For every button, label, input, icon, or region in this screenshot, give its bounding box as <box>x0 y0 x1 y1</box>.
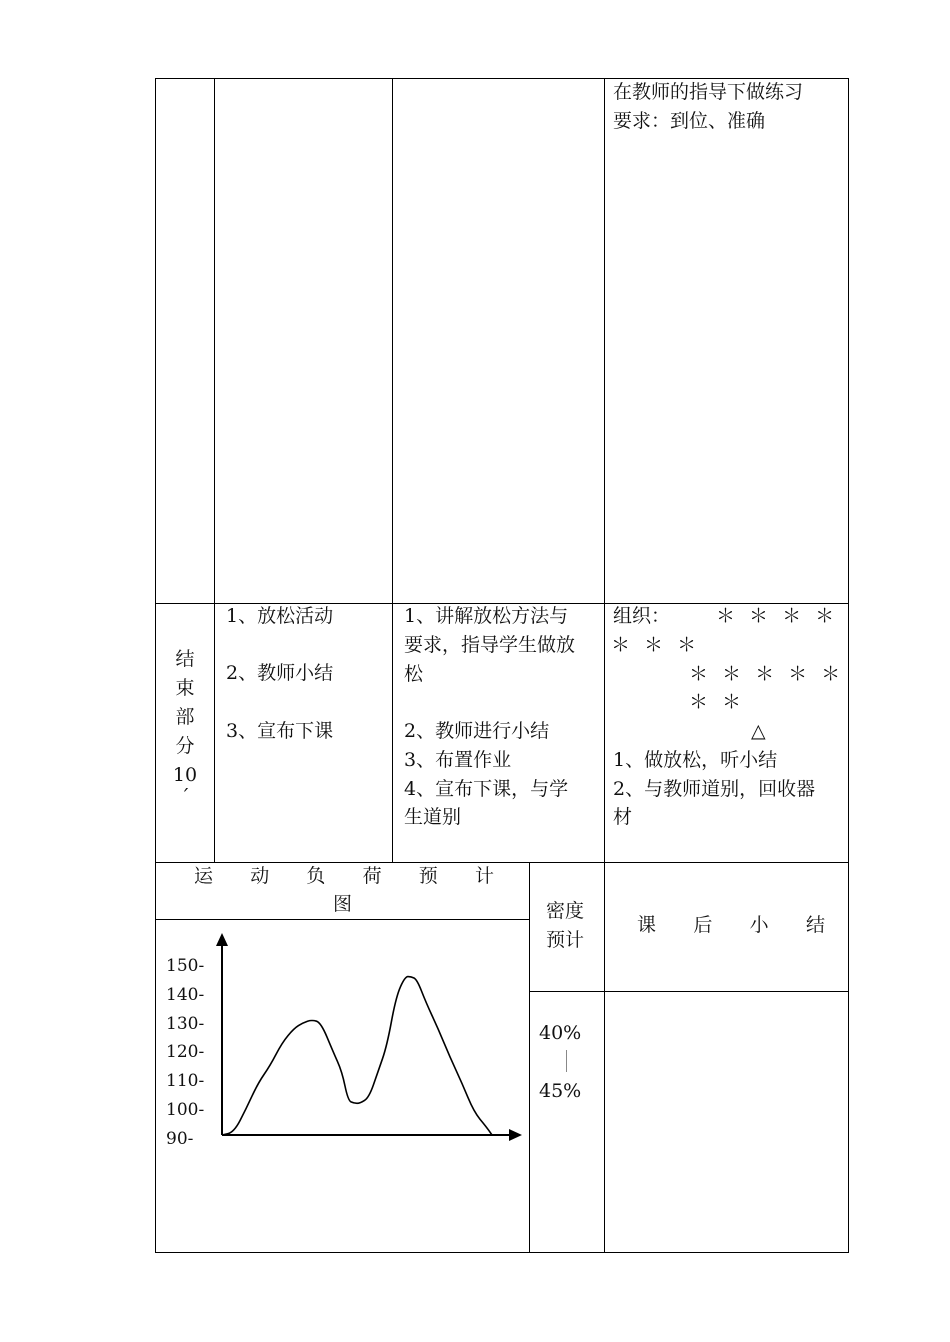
student-line-2: 2、与教师道别，回收器 <box>613 778 816 800</box>
formation-row-4: ＊ ＊ <box>689 691 746 713</box>
x-axis-arrow <box>509 1129 522 1141</box>
y-tick-label: 90- <box>166 1128 194 1149</box>
content-item-1: 1、放松活动 <box>226 605 334 627</box>
density-label-2: 预计 <box>546 929 585 951</box>
title-char: 荷 <box>362 865 382 887</box>
content-item-3: 3、宣布下课 <box>226 720 334 742</box>
method-line-1: 在教师的指导下做练习 <box>613 81 804 103</box>
label-char: 分 <box>175 735 195 757</box>
label-char: 束 <box>175 677 195 699</box>
student-line-1: 1、做放松，听小结 <box>613 749 778 771</box>
teacher-line-3: 松 <box>404 663 424 685</box>
label-char: 结 <box>175 648 195 670</box>
load-chart-title-tail: 图 <box>333 893 353 915</box>
label-char: 部 <box>175 706 195 728</box>
title-char: 计 <box>474 865 494 887</box>
teacher-line-4: 2、教师进行小结 <box>404 720 550 742</box>
summary-char: 后 <box>693 914 713 936</box>
density-value-bottom: 45% <box>539 1080 582 1102</box>
load-curve <box>222 977 492 1135</box>
teacher-line-1: 1、讲解放松方法与 <box>404 605 569 627</box>
summary-char: 结 <box>805 914 825 936</box>
summary-char: 课 <box>637 914 657 936</box>
density-value-top: 40% <box>539 1022 582 1044</box>
teacher-position-mark: △ <box>751 720 766 742</box>
formation-row-3: ＊ ＊ ＊ ＊ ＊ <box>689 663 845 685</box>
title-char: 动 <box>250 865 270 887</box>
organization-label: 组织： <box>613 605 671 627</box>
content-item-2: 2、教师小结 <box>226 662 334 684</box>
summary-char: 小 <box>749 914 769 936</box>
y-tick-label: 140- <box>166 984 205 1005</box>
teacher-line-5: 3、布置作业 <box>404 749 512 771</box>
formation-row-2: ＊ ＊ ＊ <box>611 634 701 656</box>
y-tick-label: 150- <box>166 956 205 976</box>
teacher-line-2: 要求，指导学生做放 <box>404 634 576 656</box>
y-tick-label: 130- <box>166 1013 205 1034</box>
y-axis-arrow <box>216 933 228 946</box>
density-label-1: 密度 <box>546 900 585 922</box>
y-tick-label: 110- <box>166 1071 205 1092</box>
title-char: 预 <box>418 865 438 887</box>
teacher-line-7: 生道别 <box>404 806 462 828</box>
label-char: 10 <box>172 764 198 786</box>
student-line-3: 材 <box>613 806 633 828</box>
title-char: 运 <box>194 865 214 887</box>
formation-row-1: ＊ ＊ ＊ ＊ <box>716 605 839 627</box>
method-line-2: 要求：到位、准确 <box>613 110 766 132</box>
y-tick-label: 120- <box>166 1042 205 1063</box>
teacher-line-6: 4、宣布下课，与学 <box>404 778 569 800</box>
label-char: ´ <box>180 786 190 808</box>
y-tick-label: 100- <box>166 1099 205 1120</box>
title-char: 负 <box>306 865 326 887</box>
